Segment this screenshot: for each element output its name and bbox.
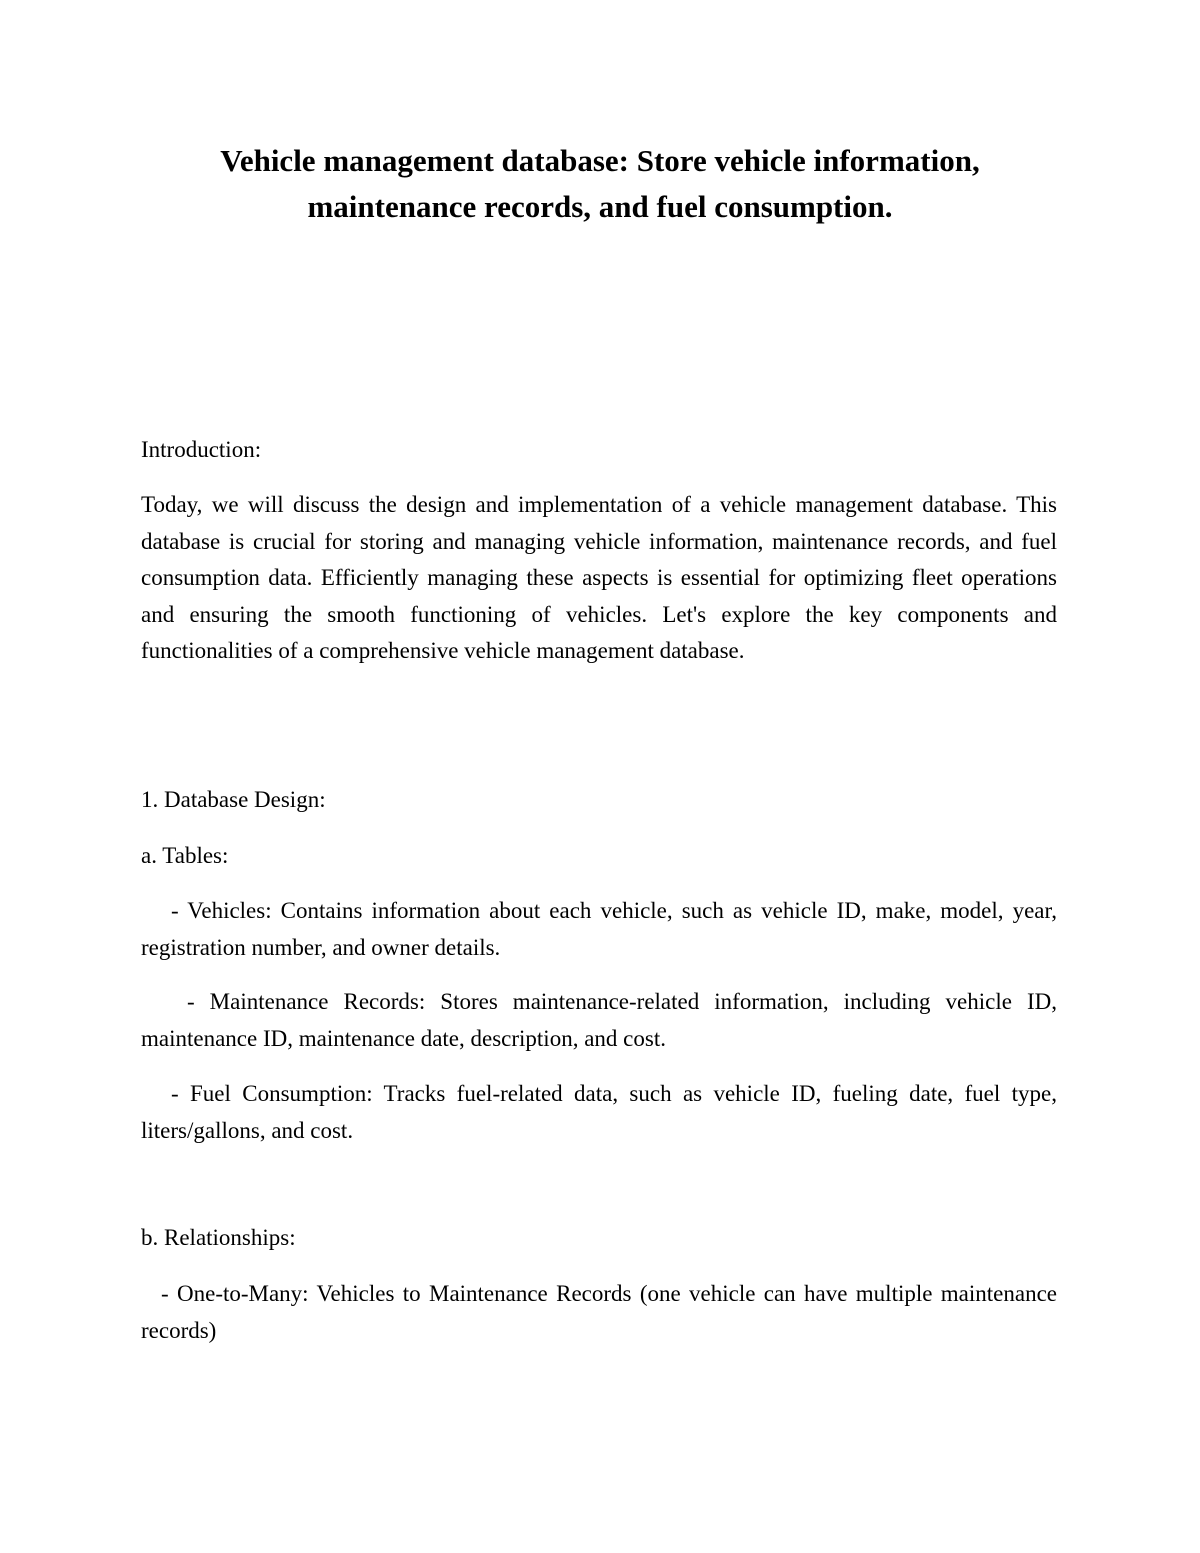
relationship-one-to-many-item: - One-to-Many: Vehicles to Maintenance Records (one vehicle can have multiple maintenance records) (141, 1281, 1057, 1343)
relationships-heading: b. Relationships: (141, 1225, 296, 1250)
section-1-heading: 1. Database Design: (141, 787, 326, 812)
intro-heading: Introduction: (141, 437, 262, 462)
table-maintenance-item: - Maintenance Records: Stores maintenance-related information, including vehicle ID, maintenance ID, maintenance date, description, and cost. (141, 989, 1057, 1051)
intro-paragraph: Today, we will discuss the design and implementation of a vehicle management database. This database is crucial for storing and managing vehicle information, maintenance records, and fuel consumption data. Efficiently managing these aspects is essential for optimizing fleet operations and ensuring the smooth functioning of vehicles. Let's explore the key components and functionalities of a comprehensive vehicle management database. (141, 492, 1057, 663)
table-fuel-item: - Fuel Consumption: Tracks fuel-related data, such as vehicle ID, fueling date, fuel type, liters/gallons, and cost. (141, 1081, 1057, 1143)
table-vehicles-item: - Vehicles: Contains information about each vehicle, such as vehicle ID, make, model, year, registration number, and owner details. (141, 898, 1057, 960)
tables-heading: a. Tables: (141, 843, 229, 868)
document-title: Vehicle management database: Store vehicle information, maintenance records, and fuel consumption. (220, 143, 980, 224)
